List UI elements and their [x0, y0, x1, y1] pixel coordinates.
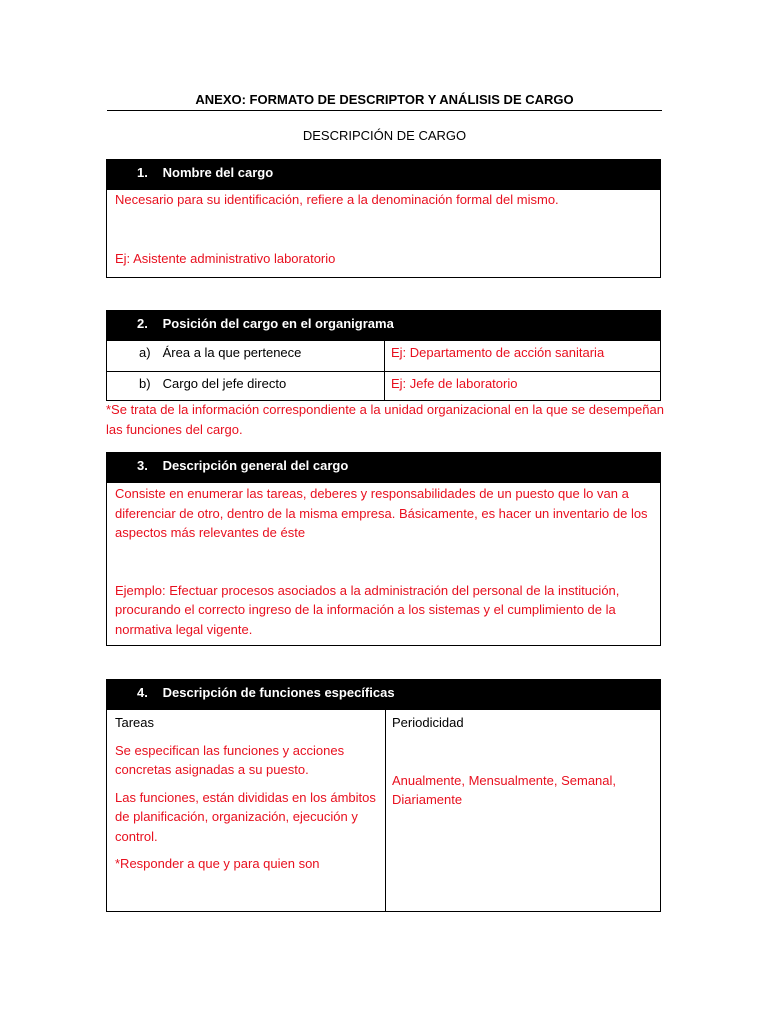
tasks-paragraph-3: *Responder a que y para quien son — [115, 856, 320, 871]
row-marker: b) — [139, 376, 151, 391]
section-2-posicion-organigrama — [106, 310, 661, 401]
section-4-funciones-especificas — [106, 679, 661, 912]
section-2-heading: Posición del cargo en el organigrama — [162, 316, 394, 331]
tasks-paragraph-2: Las funciones, están divididas en los ámbitos de planificación, organización, ejecución y control. — [115, 789, 376, 844]
section-3-example: Ejemplo: Efectuar procesos asociados a la administración del personal de la institución, procurando el correcto ingreso de la información a los sistemas y el cumplimiento de la normativa legal vigente. — [115, 582, 620, 637]
section-1-description: Necesario para su identificación, refiere a la denominación formal del mismo. — [115, 192, 559, 207]
section-2-row-jefe-value: Ej: Jefe de laboratorio — [391, 376, 518, 391]
section-2-number: 2. — [137, 316, 148, 331]
section-2-header — [107, 311, 660, 341]
section-3-header — [107, 453, 660, 483]
section-2-row-area-value: Ej: Departamento de acción sanitaria — [391, 345, 605, 360]
tasks-paragraph-1: Se especifican las funciones y acciones concretas asignadas a su puesto. — [115, 742, 345, 777]
period-value: Anualmente, Mensualmente, Semanal, Diariamente — [392, 772, 617, 807]
section-1-number: 1. — [137, 165, 148, 180]
section-3-number: 3. — [137, 458, 148, 473]
section-1-header — [107, 160, 660, 190]
section-2-row-jefe-label-cell — [107, 372, 385, 401]
section-4-header — [107, 680, 660, 710]
section-4-heading: Descripción de funciones específicas — [162, 685, 395, 700]
section-4-number: 4. — [137, 685, 148, 700]
row-marker: a) — [139, 345, 151, 360]
section-4-table — [107, 710, 660, 912]
section-1-body — [107, 190, 660, 268]
section-4-period-column — [386, 710, 660, 912]
title-divider — [107, 110, 662, 111]
period-column-header: Periodicidad — [392, 715, 464, 730]
section-3-description: Consiste en enumerar las tareas, deberes y responsabilidades de un puesto que lo van a diferenciar de otro, dentro de la misma empresa. Básicamente, es hacer un inventario de los aspectos más relevantes de éste — [115, 486, 648, 540]
section-3-heading: Descripción general del cargo — [162, 458, 349, 473]
tasks-column-header: Tareas — [115, 715, 155, 730]
section-3-descripcion-general — [106, 452, 661, 646]
section-2-note: *Se trata de la información correspondiente a la unidad organizacional en la que se desempeñan las funciones del cargo. — [106, 402, 664, 437]
section-3-body — [107, 483, 660, 639]
section-1-heading: Nombre del cargo — [162, 165, 274, 180]
section-1-nombre-cargo — [106, 159, 661, 278]
section-2-row-area — [107, 341, 660, 371]
row-label: Área a la que pertenece — [162, 345, 302, 360]
section-4-tasks-column — [107, 710, 386, 912]
document-title: ANEXO: FORMATO DE DESCRIPTOR Y ANÁLISIS DE CARGO — [195, 92, 574, 107]
document-subtitle: DESCRIPCIÓN DE CARGO — [302, 128, 467, 143]
row-label: Cargo del jefe directo — [162, 376, 287, 391]
section-1-example: Ej: Asistente administrativo laboratorio — [115, 250, 336, 266]
section-2-row-jefe — [107, 371, 660, 401]
section-2-table — [107, 341, 660, 401]
section-2-row-area-label-cell — [107, 341, 385, 371]
